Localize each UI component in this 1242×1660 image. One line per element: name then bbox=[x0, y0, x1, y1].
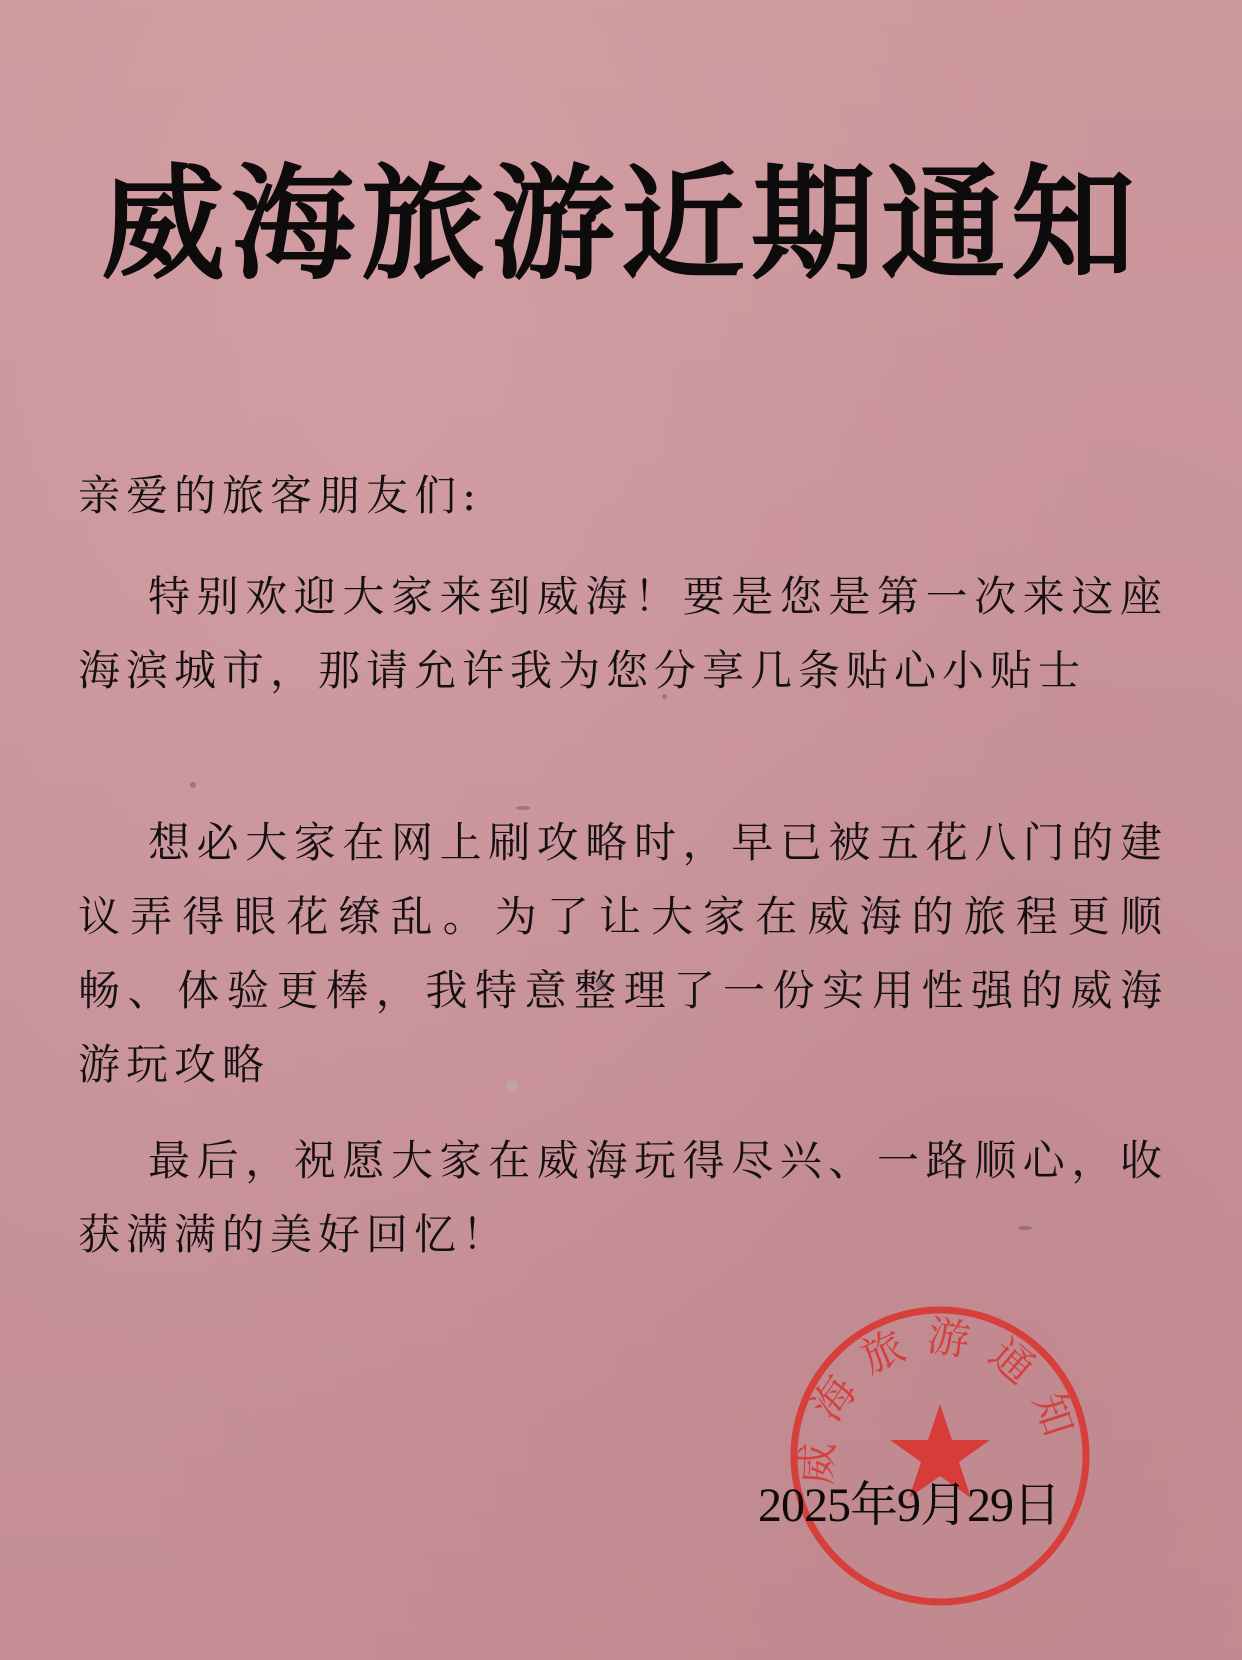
paper-speck bbox=[516, 806, 530, 810]
official-seal bbox=[784, 1300, 1096, 1612]
paper-speck bbox=[662, 694, 667, 699]
paper-speck bbox=[1018, 1226, 1032, 1230]
paragraph-welcome: 特别欢迎大家来到威海！要是您是第一次来这座海滨城市，那请允许我为您分享几条贴心小贴士 bbox=[78, 572, 1168, 695]
notice-date: 2025年9月29日 bbox=[758, 1479, 1061, 1532]
paper-speck bbox=[596, 980, 608, 990]
greeting: 亲爱的旅客朋友们: bbox=[78, 471, 483, 520]
svg-text:威海旅游通知: 威海旅游通知 bbox=[791, 1310, 1090, 1486]
paragraph-wishes: 最后，祝愿大家在威海玩得尽兴、一路顺心，收获满满的美好回忆！ bbox=[78, 1136, 1168, 1259]
paper-speck bbox=[190, 782, 196, 788]
notice-title: 威海旅游近期通知 bbox=[100, 152, 1141, 297]
paragraph-guide: 想必大家在网上刷攻略时，早已被五花八门的建议弄得眼花缭乱。为了让大家在威海的旅程更顺畅、体验更棒，我特意整理了一份实用性强的威海游玩攻略 bbox=[78, 818, 1168, 1089]
paper-speck bbox=[506, 1080, 518, 1092]
